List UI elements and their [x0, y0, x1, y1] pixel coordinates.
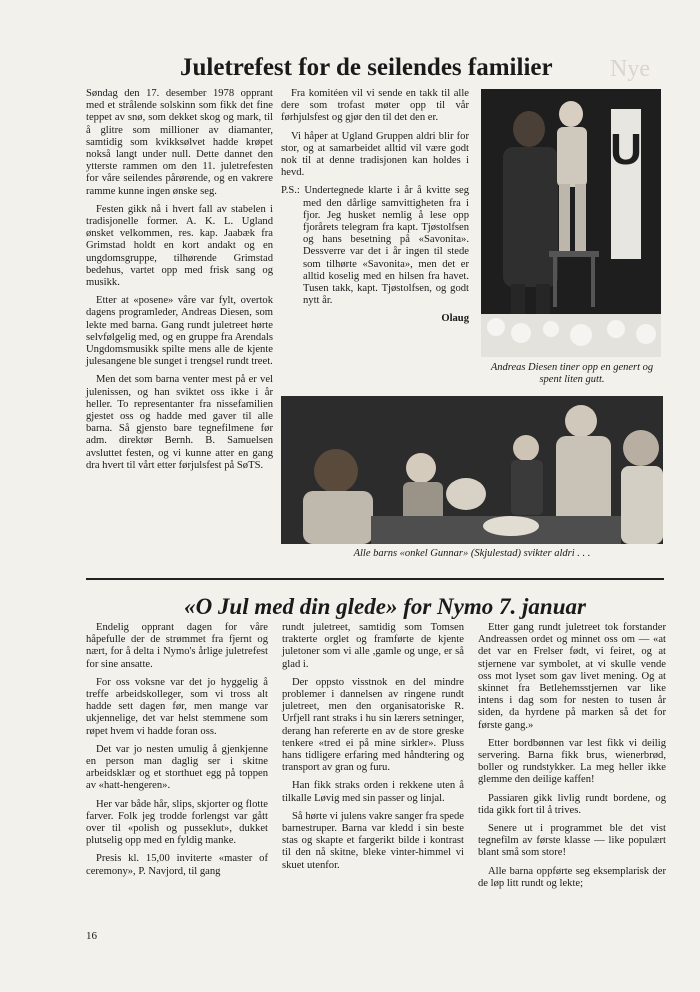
page-number: 16	[86, 930, 97, 942]
photo1-caption: Andreas Diesen tiner opp en genert og spent liten gutt.	[490, 362, 654, 385]
article1-column-1	[86, 88, 273, 478]
article1-column-2	[281, 88, 469, 326]
paragraph: Etter at «posene» våre var fylt, overtok dagens programleder, Andreas Diesen, som lekte med barna. Gang rundt juletreet hørte selvfølgelig med, og en gruppe fra Arendals Ungdomsmusikk spilte mens alle de kjente julesangene ble sunget i trengsel rundt treet.	[86, 295, 273, 368]
svg-text:U: U	[610, 125, 642, 174]
article2-title: «O Jul med din glede» for Nymo 7. januar	[184, 594, 586, 619]
paragraph: Det var jo nesten umulig å gjenkjenne en person man daglig ser i skitne arbeidsklær og et storthuet egg på toppen av «hatt-hengeren».	[86, 743, 268, 792]
photo2-caption: Alle barns «onkel Gunnar» (Skjulestad) svikter aldri . . .	[353, 548, 591, 559]
bleed-through-text: Nye	[610, 56, 650, 82]
paragraph: Etter bordbønnen var lest fikk vi deilig servering. Barna fikk brus, wienerbrød, boller og rundstykker. La meg heller ikke glemme den deilige kaffen!	[478, 737, 666, 786]
paragraph: Senere ut i programmet ble det vist tegnefilm av første klasse — like populært blant små som store!	[478, 823, 666, 859]
paragraph: Festen gikk nå i hvert fall av stabelen i tradisjonelle former. A. K. L. Ugland ønsket velkommen, res. kap. Jaabæk fra Grimstad holdt en kort andakt og en ungdomsgruppe, tilhørende Grimstad bedehus, vartet opp med frisk sang og musikk.	[86, 203, 273, 289]
paragraph: rundt juletreet, samtidig som Tomsen trakterte orglet og framførte de kjente juletoner som vi alle ,gamle og unge, er så glad i.	[282, 622, 464, 670]
postscript: P.S.: Undertegnede klarte i år å kvitte seg med den dårlige samvittigheten fra i fjor. Jeg husket nemlig å lese opp fjorårets telegram fra kapt. Tjøstolfsen og hans besetning på «Savonita». Dessverre var det i år ingen til stede som tilhørte «Savonita», men det er alltid koselig med en hilsen fra havet. Tusen takk, kapt. Tjøstolfsen, og godt nytt år.	[281, 185, 469, 307]
signature: Olaug	[441, 313, 469, 325]
paragraph: Passiaren gikk livlig rundt bordene, og tida gikk fort til å trives.	[478, 792, 666, 816]
paragraph: Han fikk straks orden i rekkene uten å tilkalle Løvig med sin passer og linjal.	[282, 780, 464, 804]
paragraph: Endelig opprant dagen for våre håpefulle der de strømmet fra fjernt og nært, for å delta i Nymo's årlige juletrefest for sine ansatte.	[86, 622, 268, 670]
photo-children-gifts	[281, 396, 663, 544]
paragraph: Der oppsto visstnok en del mindre problemer i dannelsen av ringene rundt juletreet, men den organisatoriske R. Urfjell rant straks i hu sin lærers setninger, derang han refererte en av de store greske tenkere «tred ei på mine sirkler». Pluss hans tidligere erfaring med håndtering og transport av gran og furu.	[282, 676, 464, 774]
article2-column-3	[478, 622, 666, 896]
paragraph: Presis kl. 15,00 inviterte «master of ceremony», P. Navjord, til gang	[86, 853, 268, 877]
paragraph: Etter gang rundt juletreet tok forstander Andreassen ordet og minnet oss om — «at det var en Frelser født, vi feiret, og at stjernene var symbolet, at vi skulle vende oss mot lyset som gav livet mening. Og at skinnet fra Betlehemsstjernen var like intens i dag som for nesten to tusen år siden, da hyrdene på marken så det for første gang.»	[478, 622, 666, 731]
paragraph: Men det som barna venter mest på er vel julenissen, og han sviktet oss ikke i år heller. To representanter fra nissefamilien gjestet oss og hadde med gaver til alle barna. Så gjensto bare tegnefilmene før adm. direktør Bernh. B. Samuelsen avsluttet festen, og vi kunne atter en gang dra hvert til vårt etter førjulsfest på SøTS.	[86, 374, 273, 471]
article2-column-1	[86, 622, 268, 884]
article2-column-2	[282, 622, 464, 878]
paragraph: Alle barna oppførte seg eksemplarisk der de løp litt rundt og lekte;	[478, 865, 666, 889]
paragraph: Her var både hår, slips, skjorter og flotte farver. Folk jeg trodde forlengst var gått over til «polish og pusseklut», dukket plutselig opp med en fyldig manke.	[86, 798, 268, 847]
photo-stage-performer	[481, 89, 661, 357]
paragraph: Fra komitéen vil vi sende en takk til alle dere som trofast møter opp til vår førhjulsfest og gjør den til det den er.	[281, 88, 469, 124]
paragraph: Så hørte vi julens vakre sanger fra spede barnestruper. Barna var kledd i sin beste stas og skapte et fargerikt bilde i kontrast til den nå skitne, bleke vinter-himmel vi skuet utenfor.	[282, 810, 464, 871]
paragraph: Vi håper at Ugland Gruppen aldri blir for stor, og at samarbeidet alltid vil være godt nok til at denne tradisjonen kan holdes i hevd.	[281, 130, 469, 179]
paragraph: Søndag den 17. desember 1978 opprant med et strålende solskinn som fikk det fine teppet av snø, som dekket skog og mark, til å glitre som millioner av diamanter, samtidig som kvikksølvet hadde krøpet nokså langt under null. Dette dannet den ytterste rammen om den 11. juletrefesten for våre seilendes pårørende, og en vakrere ramme kunne ingen ønske seg.	[86, 88, 273, 197]
paragraph: For oss voksne var det jo hyggelig å treffe arbeidskolleger, som vi tross alt hadde sett dagen før, men mange var ukjennelige, det var helst stemmene som røpet hvem vi hadde foran oss.	[86, 676, 268, 737]
section-divider	[86, 578, 664, 580]
article1-title: Juletrefest for de seilendes familier	[180, 54, 553, 81]
